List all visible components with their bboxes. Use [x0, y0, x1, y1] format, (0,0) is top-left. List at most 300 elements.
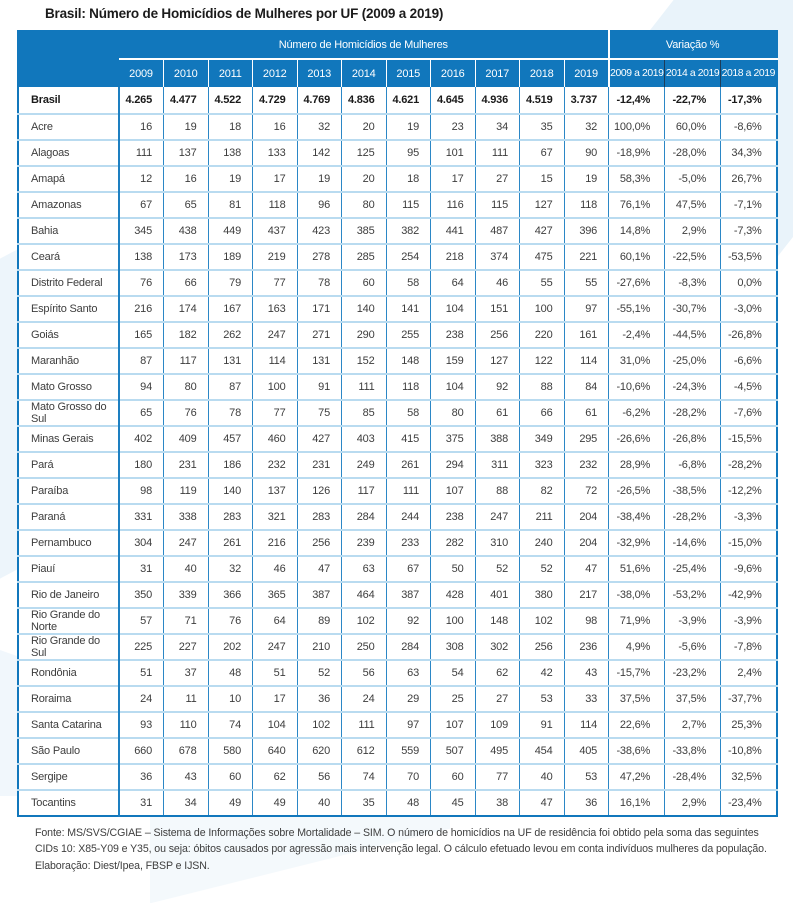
uf-name-cell: Acre	[18, 114, 119, 140]
value-cell: 261	[208, 530, 253, 556]
value-cell: 117	[342, 478, 387, 504]
value-cell: 475	[520, 244, 565, 270]
value-cell: 173	[164, 244, 209, 270]
variation-cell: -3,9%	[665, 608, 721, 634]
variation-cell: -26,6%	[609, 426, 665, 452]
value-cell: 79	[208, 270, 253, 296]
year-header: 2013	[297, 59, 342, 87]
variation-cell: -22,5%	[665, 244, 721, 270]
value-cell: 137	[164, 140, 209, 166]
value-cell: 36	[564, 790, 609, 816]
value-cell: 284	[386, 634, 431, 660]
uf-name-cell: Alagoas	[18, 140, 119, 166]
value-cell: 374	[475, 244, 520, 270]
value-cell: 427	[520, 218, 565, 244]
variation-cell: -28,2%	[665, 504, 721, 530]
value-cell: 19	[564, 166, 609, 192]
value-cell: 115	[475, 192, 520, 218]
variation-cell: -28,2%	[665, 400, 721, 426]
value-cell: 231	[164, 452, 209, 478]
variation-cell: -37,7%	[721, 686, 777, 712]
value-cell: 138	[119, 244, 164, 270]
value-cell: 52	[520, 556, 565, 582]
variation-cell: 4,9%	[609, 634, 665, 660]
variation-cell: -15,5%	[721, 426, 777, 452]
value-cell: 507	[431, 738, 476, 764]
variation-cell: -9,6%	[721, 556, 777, 582]
table-row	[18, 738, 777, 764]
value-cell: 48	[386, 790, 431, 816]
variation-range-header: 2018 a 2019	[721, 59, 777, 87]
source-note: Fonte: MS/SVS/CGIAE – Sistema de Informações sobre Mortalidade – SIM. O número de homicídios na UF de residência foi obtido pela soma das seguintes CIDs 10: X85-Y09 e Y35, ou seja: óbitos causados por agressão mais intervenção legal. O cálculo efetuado levou em conta indivíduos mulheres da população. Elaboração: Diest/Ipea, FBSP e IJSN.	[35, 827, 767, 872]
value-cell: 80	[342, 192, 387, 218]
value-cell: 283	[297, 504, 342, 530]
value-cell: 40	[520, 764, 565, 790]
value-cell: 114	[253, 348, 298, 374]
value-cell: 47	[520, 790, 565, 816]
value-cell: 254	[386, 244, 431, 270]
variation-cell: 16,1%	[609, 790, 665, 816]
value-cell: 141	[386, 296, 431, 322]
uf-name-cell: Ceará	[18, 244, 119, 270]
value-cell: 62	[253, 764, 298, 790]
value-cell: 107	[431, 712, 476, 738]
variation-cell: 34,3%	[721, 140, 777, 166]
value-cell: 403	[342, 426, 387, 452]
variation-cell: -27,6%	[609, 270, 665, 296]
variation-cell: -28,4%	[665, 764, 721, 790]
uf-name-cell: Minas Gerais	[18, 426, 119, 452]
value-cell: 109	[475, 712, 520, 738]
corner-cell	[18, 31, 119, 87]
value-cell: 19	[164, 114, 209, 140]
variation-cell: -2,4%	[609, 322, 665, 348]
variation-cell: 100,0%	[609, 114, 665, 140]
value-cell: 116	[431, 192, 476, 218]
header-columns-row	[18, 59, 777, 87]
value-cell: 302	[475, 634, 520, 660]
value-cell: 23	[431, 114, 476, 140]
year-header: 2017	[475, 59, 520, 87]
value-cell: 409	[164, 426, 209, 452]
variation-cell: 47,2%	[609, 764, 665, 790]
value-cell: 17	[253, 686, 298, 712]
table-row	[18, 192, 777, 218]
value-cell: 18	[208, 114, 253, 140]
value-cell: 204	[564, 530, 609, 556]
value-cell: 240	[520, 530, 565, 556]
value-cell: 186	[208, 452, 253, 478]
variation-range-header: 2014 a 2019	[665, 59, 721, 87]
value-cell: 111	[342, 374, 387, 400]
uf-name-cell: Pará	[18, 452, 119, 478]
value-cell: 338	[164, 504, 209, 530]
year-header: 2014	[342, 59, 387, 87]
value-cell: 96	[297, 192, 342, 218]
value-cell: 82	[520, 478, 565, 504]
value-cell: 249	[342, 452, 387, 478]
value-cell: 55	[520, 270, 565, 296]
value-cell: 385	[342, 218, 387, 244]
variation-cell: -6,6%	[721, 348, 777, 374]
value-cell: 77	[253, 270, 298, 296]
variation-cell: -38,0%	[609, 582, 665, 608]
table-row	[18, 400, 777, 426]
value-cell: 56	[342, 660, 387, 686]
value-cell: 80	[431, 400, 476, 426]
uf-name-cell: Espírito Santo	[18, 296, 119, 322]
year-header: 2011	[208, 59, 253, 87]
value-cell: 365	[253, 582, 298, 608]
value-cell: 42	[520, 660, 565, 686]
value-cell: 140	[342, 296, 387, 322]
uf-name-cell: Distrito Federal	[18, 270, 119, 296]
uf-name-cell: Paraíba	[18, 478, 119, 504]
value-cell: 40	[297, 790, 342, 816]
value-cell: 76	[208, 608, 253, 634]
value-cell: 284	[342, 504, 387, 530]
value-cell: 118	[386, 374, 431, 400]
value-cell: 218	[431, 244, 476, 270]
value-cell: 16	[164, 166, 209, 192]
value-cell: 102	[297, 712, 342, 738]
value-cell: 20	[342, 166, 387, 192]
variation-cell: -3,3%	[721, 504, 777, 530]
value-cell: 180	[119, 452, 164, 478]
value-cell: 161	[564, 322, 609, 348]
value-cell: 415	[386, 426, 431, 452]
value-cell: 72	[564, 478, 609, 504]
value-cell: 37	[164, 660, 209, 686]
value-cell: 210	[297, 634, 342, 660]
value-cell: 151	[475, 296, 520, 322]
value-cell: 51	[119, 660, 164, 686]
value-cell: 76	[119, 270, 164, 296]
value-cell: 84	[564, 374, 609, 400]
value-cell: 35	[342, 790, 387, 816]
value-cell: 4.769	[297, 87, 342, 114]
uf-name-cell: Paraná	[18, 504, 119, 530]
value-cell: 678	[164, 738, 209, 764]
value-cell: 111	[386, 478, 431, 504]
value-cell: 53	[564, 764, 609, 790]
value-cell: 90	[564, 140, 609, 166]
table-row	[18, 634, 777, 660]
uf-name-cell: Mato Grosso do Sul	[18, 400, 119, 426]
value-cell: 67	[386, 556, 431, 582]
value-cell: 29	[386, 686, 431, 712]
value-cell: 219	[253, 244, 298, 270]
value-cell: 56	[297, 764, 342, 790]
value-cell: 487	[475, 218, 520, 244]
variation-cell: 14,8%	[609, 218, 665, 244]
variation-cell: -15,7%	[609, 660, 665, 686]
table-row	[18, 582, 777, 608]
variation-cell: -18,9%	[609, 140, 665, 166]
value-cell: 61	[475, 400, 520, 426]
variation-cell: -23,4%	[721, 790, 777, 816]
value-cell: 247	[253, 634, 298, 660]
value-cell: 80	[164, 374, 209, 400]
variation-cell: -5,6%	[665, 634, 721, 660]
variation-cell: -28,2%	[721, 452, 777, 478]
value-cell: 247	[164, 530, 209, 556]
value-cell: 32	[208, 556, 253, 582]
page-title: Brasil: Número de Homicídios de Mulheres por UF (2009 a 2019)	[45, 6, 444, 21]
table-row	[18, 140, 777, 166]
table-row	[18, 244, 777, 270]
value-cell: 77	[253, 400, 298, 426]
value-cell: 27	[475, 686, 520, 712]
value-cell: 16	[119, 114, 164, 140]
variation-cell: -15,0%	[721, 530, 777, 556]
variation-cell: -3,0%	[721, 296, 777, 322]
table-row	[18, 764, 777, 790]
value-cell: 580	[208, 738, 253, 764]
value-cell: 32	[297, 114, 342, 140]
value-cell: 189	[208, 244, 253, 270]
variation-cell: -4,5%	[721, 374, 777, 400]
value-cell: 283	[208, 504, 253, 530]
value-cell: 152	[342, 348, 387, 374]
table-row	[18, 686, 777, 712]
value-cell: 612	[342, 738, 387, 764]
value-cell: 40	[164, 556, 209, 582]
variation-cell: -12,4%	[609, 87, 665, 114]
uf-name-cell: Rondônia	[18, 660, 119, 686]
value-cell: 232	[253, 452, 298, 478]
value-cell: 125	[342, 140, 387, 166]
value-cell: 63	[386, 660, 431, 686]
variation-cell: -6,2%	[609, 400, 665, 426]
value-cell: 339	[164, 582, 209, 608]
variation-cell: 58,3%	[609, 166, 665, 192]
year-header: 2010	[164, 59, 209, 87]
value-cell: 61	[564, 400, 609, 426]
value-cell: 25	[431, 686, 476, 712]
value-cell: 110	[164, 712, 209, 738]
value-cell: 310	[475, 530, 520, 556]
variation-cell: -38,5%	[665, 478, 721, 504]
value-cell: 387	[297, 582, 342, 608]
table-row	[18, 218, 777, 244]
variation-cell: 47,5%	[665, 192, 721, 218]
value-cell: 402	[119, 426, 164, 452]
value-cell: 331	[119, 504, 164, 530]
variation-cell: -7,3%	[721, 218, 777, 244]
homicides-table	[17, 30, 778, 817]
variation-cell: -26,5%	[609, 478, 665, 504]
variation-cell: 31,0%	[609, 348, 665, 374]
value-cell: 52	[297, 660, 342, 686]
variation-cell: 37,5%	[609, 686, 665, 712]
variation-cell: -53,5%	[721, 244, 777, 270]
value-cell: 285	[342, 244, 387, 270]
variation-cell: -30,7%	[665, 296, 721, 322]
value-cell: 427	[297, 426, 342, 452]
value-cell: 43	[564, 660, 609, 686]
value-cell: 127	[520, 192, 565, 218]
value-cell: 33	[564, 686, 609, 712]
value-cell: 70	[386, 764, 431, 790]
value-cell: 366	[208, 582, 253, 608]
table-row	[18, 296, 777, 322]
value-cell: 216	[253, 530, 298, 556]
variation-cell: 60,1%	[609, 244, 665, 270]
value-cell: 97	[386, 712, 431, 738]
value-cell: 138	[208, 140, 253, 166]
table-row	[18, 322, 777, 348]
value-cell: 278	[297, 244, 342, 270]
table-row	[18, 530, 777, 556]
variation-cell: 0,0%	[721, 270, 777, 296]
value-cell: 247	[253, 322, 298, 348]
variation-cell: -14,6%	[665, 530, 721, 556]
value-cell: 660	[119, 738, 164, 764]
value-cell: 244	[386, 504, 431, 530]
uf-name-cell: Amazonas	[18, 192, 119, 218]
value-cell: 211	[520, 504, 565, 530]
value-cell: 76	[164, 400, 209, 426]
value-cell: 66	[164, 270, 209, 296]
value-cell: 495	[475, 738, 520, 764]
variation-cell: 2,4%	[721, 660, 777, 686]
value-cell: 75	[297, 400, 342, 426]
variation-cell: -17,3%	[721, 87, 777, 114]
value-cell: 88	[475, 478, 520, 504]
value-cell: 159	[431, 348, 476, 374]
value-cell: 100	[520, 296, 565, 322]
value-cell: 457	[208, 426, 253, 452]
value-cell: 98	[564, 608, 609, 634]
value-cell: 165	[119, 322, 164, 348]
value-cell: 111	[342, 712, 387, 738]
value-cell: 4.519	[520, 87, 565, 114]
value-cell: 34	[164, 790, 209, 816]
value-cell: 18	[386, 166, 431, 192]
value-cell: 49	[208, 790, 253, 816]
value-cell: 4.522	[208, 87, 253, 114]
variation-cell: -26,8%	[721, 322, 777, 348]
value-cell: 460	[253, 426, 298, 452]
value-cell: 32	[564, 114, 609, 140]
uf-name-cell: Goiás	[18, 322, 119, 348]
value-cell: 174	[164, 296, 209, 322]
variation-cell: -10,6%	[609, 374, 665, 400]
value-cell: 163	[253, 296, 298, 322]
value-cell: 49	[253, 790, 298, 816]
value-cell: 50	[431, 556, 476, 582]
value-cell: 4.936	[475, 87, 520, 114]
value-cell: 122	[520, 348, 565, 374]
table-row	[18, 348, 777, 374]
value-cell: 114	[564, 712, 609, 738]
table-row	[18, 426, 777, 452]
value-cell: 64	[431, 270, 476, 296]
value-cell: 119	[164, 478, 209, 504]
value-cell: 98	[119, 478, 164, 504]
value-cell: 4.265	[119, 87, 164, 114]
value-cell: 295	[564, 426, 609, 452]
uf-name-cell: Rio de Janeiro	[18, 582, 119, 608]
value-cell: 92	[386, 608, 431, 634]
value-cell: 423	[297, 218, 342, 244]
value-cell: 74	[342, 764, 387, 790]
value-cell: 111	[119, 140, 164, 166]
value-cell: 101	[431, 140, 476, 166]
value-cell: 24	[119, 686, 164, 712]
value-cell: 382	[386, 218, 431, 244]
value-cell: 102	[520, 608, 565, 634]
table-row	[18, 374, 777, 400]
value-cell: 12	[119, 166, 164, 192]
variation-cell: -3,9%	[721, 608, 777, 634]
value-cell: 67	[119, 192, 164, 218]
value-cell: 36	[119, 764, 164, 790]
value-cell: 78	[297, 270, 342, 296]
value-cell: 34	[475, 114, 520, 140]
value-cell: 53	[520, 686, 565, 712]
value-cell: 91	[297, 374, 342, 400]
variation-cell: -6,8%	[665, 452, 721, 478]
value-cell: 225	[119, 634, 164, 660]
variation-cell: -12,2%	[721, 478, 777, 504]
variation-cell: -7,1%	[721, 192, 777, 218]
value-cell: 182	[164, 322, 209, 348]
header-group-row	[18, 31, 777, 59]
value-cell: 232	[564, 452, 609, 478]
value-cell: 19	[386, 114, 431, 140]
variation-cell: -7,6%	[721, 400, 777, 426]
value-cell: 449	[208, 218, 253, 244]
year-header: 2019	[564, 59, 609, 87]
table-row	[18, 790, 777, 816]
variation-cell: -5,0%	[665, 166, 721, 192]
table-row	[18, 114, 777, 140]
uf-name-cell: Maranhão	[18, 348, 119, 374]
uf-name-cell: Rio Grande do Sul	[18, 634, 119, 660]
value-cell: 290	[342, 322, 387, 348]
value-cell: 127	[475, 348, 520, 374]
value-cell: 126	[297, 478, 342, 504]
year-header: 2018	[520, 59, 565, 87]
variation-cell: -44,5%	[665, 322, 721, 348]
table-row	[18, 608, 777, 634]
variation-cell: -8,3%	[665, 270, 721, 296]
value-cell: 216	[119, 296, 164, 322]
value-cell: 67	[520, 140, 565, 166]
variation-cell: -32,9%	[609, 530, 665, 556]
value-cell: 58	[386, 270, 431, 296]
value-cell: 100	[253, 374, 298, 400]
value-cell: 4.645	[431, 87, 476, 114]
variation-cell: -10,8%	[721, 738, 777, 764]
value-cell: 387	[386, 582, 431, 608]
value-cell: 87	[119, 348, 164, 374]
value-cell: 262	[208, 322, 253, 348]
variation-cell: -53,2%	[665, 582, 721, 608]
value-cell: 148	[475, 608, 520, 634]
value-cell: 20	[342, 114, 387, 140]
value-cell: 104	[431, 374, 476, 400]
variation-cell: 71,9%	[609, 608, 665, 634]
value-cell: 148	[386, 348, 431, 374]
value-cell: 46	[253, 556, 298, 582]
value-cell: 294	[431, 452, 476, 478]
value-cell: 51	[253, 660, 298, 686]
value-cell: 236	[564, 634, 609, 660]
table-row	[18, 452, 777, 478]
